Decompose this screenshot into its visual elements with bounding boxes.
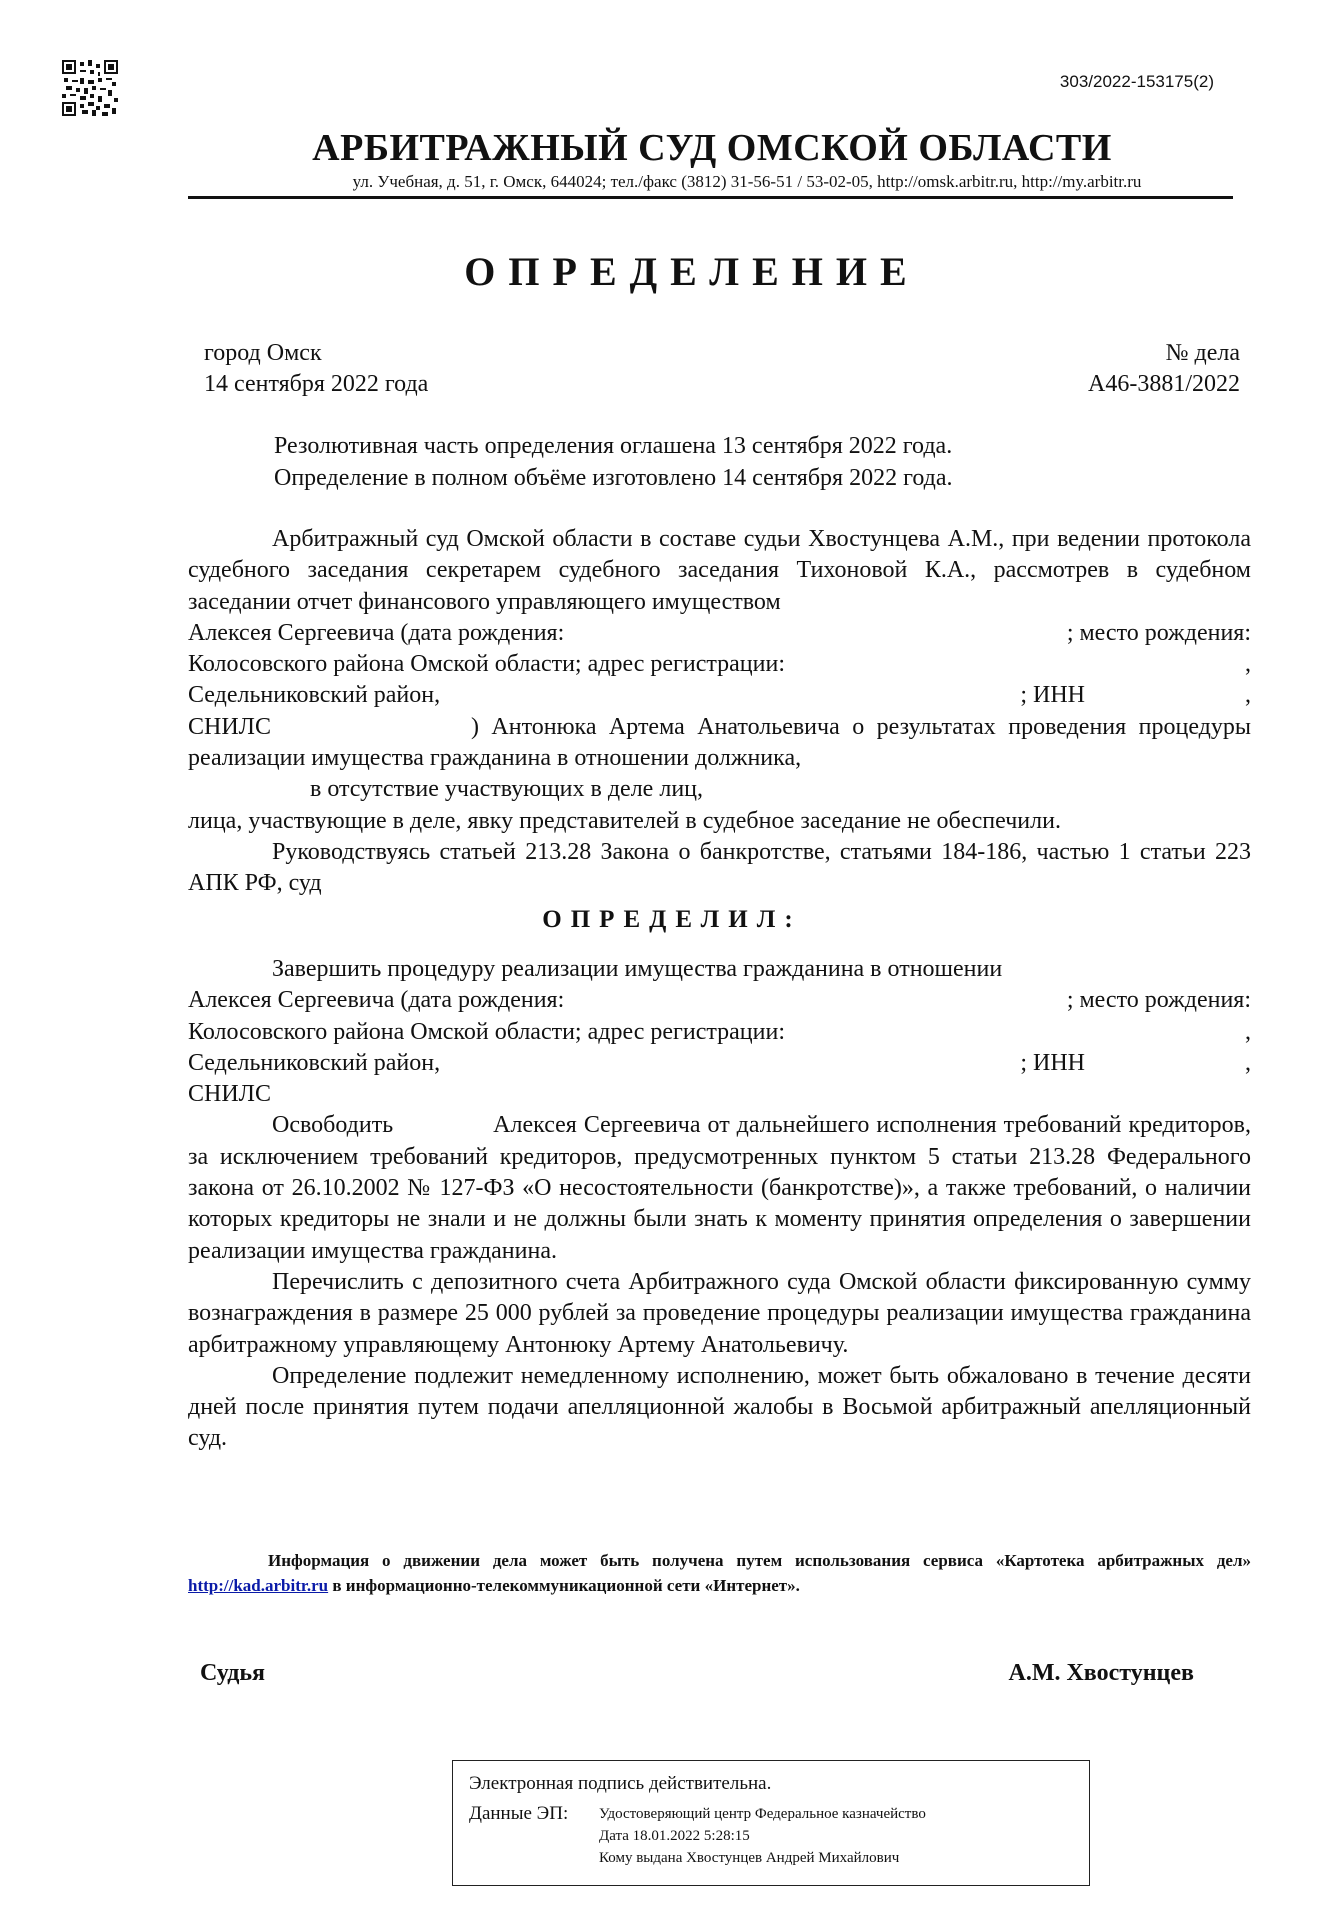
decision-appeal: Определение подлежит немедленному исполнению, может быть обжаловано в течение десяти дней после принятия путем подачи апелляционной жалобы в Восьмой арбитражный апелляционный суд. (188, 1362, 1251, 1452)
esign-details (599, 1803, 926, 1869)
case-number: А46-3881/2022 (1088, 371, 1240, 397)
kad-link[interactable]: http://kad.arbitr.ru (188, 1576, 329, 1595)
court-address: ул. Учебная, д. 51, г. Омск, 644024; тел./факс (3812) 31-56-51 / 53-02-05, http://omsk.arbitr.ru, http://my.arbitr.ru (352, 172, 1142, 191)
qr-code-icon (62, 60, 118, 116)
esign-label: Данные ЭП: (469, 1803, 569, 1824)
esign-date: Дата 18.01.2022 5:28:15 (599, 1828, 750, 1844)
judge-label: Судья (200, 1660, 266, 1686)
decision-release: Освободить Алексея Сергеевича от дальнейшего исполнения требований кредиторов, за исключением требований кредиторов, предусмотренных пунктом 5 статьи 213.28 Федерального закона от 26.10.2002 № 127-ФЗ «О несостоятельности (банкротстве)», а также требований, о наличии которых кредиторы не знали и не должны были знать к моменту принятия определения о завершении реализации имущества гражданина. (188, 1112, 1251, 1264)
city: город Омск (204, 340, 322, 366)
intro-line-2: Определение в полном объёме изготовлено 14 сентября 2022 года. (274, 465, 953, 491)
case-info (1088, 338, 1240, 400)
esign-title: Электронная подпись действительна. (469, 1773, 772, 1794)
paragraph-snils: СНИЛС ) Антонюка Артема Анатольевича о результатах проведения процедуры реализации имущества гражданина в отношении должника, (188, 713, 1251, 772)
decision-birth-line: Алексея Сергеевича (дата рождения: ; место рождения: (188, 987, 1251, 1014)
intro-block (274, 430, 953, 494)
decision-complete: Завершить процедуру реализации имущества гражданина в отношении (272, 956, 1003, 982)
electronic-signature-box (452, 1760, 1090, 1886)
paragraph-district-line: Седельниковский район, ; ИНН , (188, 682, 1251, 709)
case-label: № дела (1165, 340, 1240, 366)
paragraph-absence: в отсутствие участвующих в деле лиц, (310, 776, 703, 803)
place-date (204, 338, 428, 400)
decision-registration-line: Колосовского района Омской области; адрес регистрации: , (188, 1018, 1251, 1045)
paragraph-guided: Руководствуясь статьей 213.28 Закона о банкротстве, статьями 184-186, частью 1 статьи 223 АПК РФ, суд (188, 838, 1251, 897)
intro-line-1: Резолютивная часть определения оглашена 13 сентября 2022 года. (274, 433, 953, 459)
decision-transfer: Перечислить с депозитного счета Арбитражного суда Омской области фиксированную сумму вознаграждения в размере 25 000 рублей за проведение процедуры реализации имущества гражданина арбитражному управляющему Антонюку Артему Анатольевичу. (188, 1268, 1251, 1358)
decision-date: 14 сентября 2022 года (204, 371, 429, 397)
paragraph-registration-line: Колосовского района Омской области; адрес регистрации: , (188, 651, 1251, 678)
decision-district-line: Седельниковский район, ; ИНН , (188, 1049, 1251, 1076)
court-name: АРБИТРАЖНЫЙ СУД ОМСКОЙ ОБЛАСТИ (312, 127, 1112, 169)
document-title: ОПРЕДЕЛЕНИЕ (464, 249, 920, 294)
paragraph-intro: Арбитражный суд Омской области в составе судьи Хвостунцева А.М., при ведении протокола судебного заседания секретарем судебного заседания Тихоновой К.А., рассмотрев в судебном заседании отчет финансового управляющего имуществом (188, 526, 1251, 615)
case-info-notice: Информация о движении дела может быть получена путем использования сервиса «Картотека арбитражных дел» http://kad.arbitr.ru в информационно-телекоммуникационной сети «Интернет». (188, 1551, 1251, 1595)
case-code: 303/2022-153175(2) (1059, 72, 1214, 91)
decision-header: ОПРЕДЕЛИЛ: (542, 906, 802, 933)
esign-issuer: Удостоверяющий центр Федеральное казначейство (599, 1806, 926, 1822)
decision-snils: СНИЛС (188, 1081, 271, 1108)
body-before-decision (188, 524, 1251, 900)
paragraph-birth-line: Алексея Сергеевича (дата рождения: ; место рождения: (188, 619, 1251, 646)
esign-owner: Кому выдана Хвостунцев Андрей Михайлович (599, 1850, 900, 1866)
judge-name: А.М. Хвостунцев (1008, 1660, 1194, 1686)
header-divider (188, 196, 1233, 199)
paragraph-attendance: лица, участвующие в деле, явку представителей в судебное заседание не обеспечили. (188, 807, 1061, 834)
body-decision (188, 954, 1251, 1455)
